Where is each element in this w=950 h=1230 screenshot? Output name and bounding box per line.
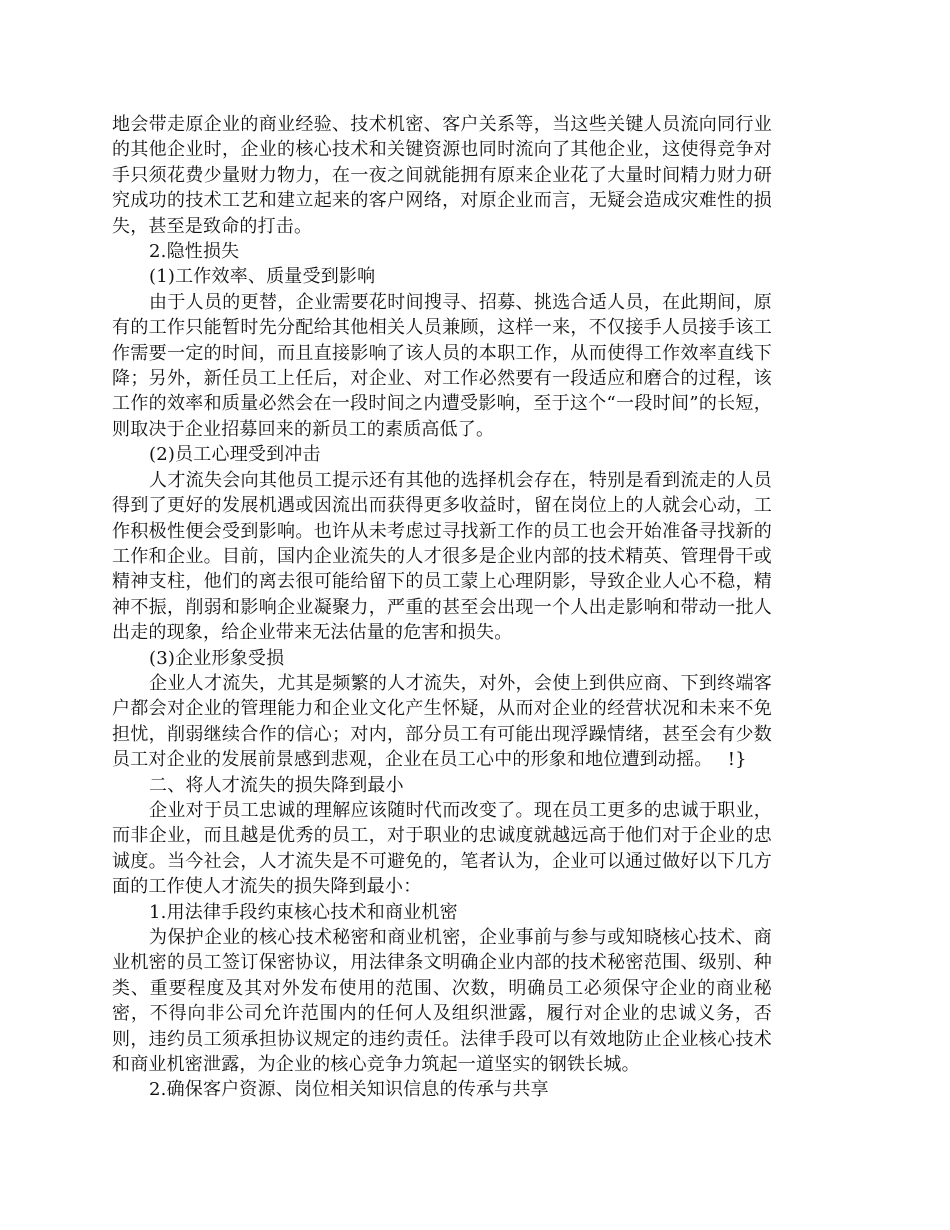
subheading-knowledge-sharing: 2.确保客户资源、岗位相关知识信息的传承与共享 [149,1079,549,1101]
paragraph-efficiency-quality: 由于人员的更替，企业需要花时间搜寻、招募、挑选合适人员，在此期间，原有的工作只能暂时先分配给其他相关人员兼顾，这样一来，不仅接手人员接手该工作需要一定的时间，而且直接影响了该人员的本职工作，从而使得工作效率直线下降；另外，新任员工上任后，对企业、对工作必然要有一段适应和磨合的过程，该工作的效率和质量必然会在一段时间之内遭受影响，至于这个“一段时间”的长短，则取决于企业招募回来的新员工的素质高低了。 [112,291,772,440]
subheading-efficiency-quality: (1)工作效率、质量受到影响 [149,266,376,288]
subheading-corporate-image: (3)企业形象受损 [149,647,285,669]
section-heading-minimize-loss: 二、将人才流失的损失降到最小 [149,774,404,796]
subheading-legal-means: 1.用法律手段约束核心技术和商业机密 [149,901,458,923]
paragraph-1: 地会带走原企业的商业经验、技术机密、客户关系等，当这些关键人员流向同行业的其他企业时，企业的核心技术和关键资源也同时流向了其他企业，这使得竞争对手只须花费少量财力物力，在一夜之间就能拥有原来企业花了大量时间精力财力研究成功的技术工艺和建立起来的客户网络，对原企业而言，无疑会造成灾难性的损失，甚至是致命的打击。 [112,114,772,237]
paragraph-legal-means: 为保护企业的核心技术秘密和商业机密，企业事前与参与或知晓核心技术、商业机密的员工签订保密协议，用法律条文明确企业内部的技术秘密范围、级别、种类、重要程度及其对外发布使用的范围、次数，明确员工必须保守企业的商业秘密，不得向非公司允许范围内的任何人及组织泄露，履行对企业的忠诚义务，否则，违约员工须承担协议规定的违约责任。法律手段可以有效地防止企业核心技术和商业机密泄露，为企业的核心竞争力筑起一道坚实的钢铁长城。 [112,927,772,1076]
paragraph-employee-psychology: 人才流失会向其他员工提示还有其他的选择机会存在，特别是看到流走的人员得到了更好的发展机遇或因流出而获得更多收益时，留在岗位上的人就会心动，工作积极性便会受到影响。也许从未考虑过寻找新工作的员工也会开始准备寻找新的工作和企业。目前，国内企业流失的人才很多是企业内部的技术精英、管理骨干或精神支柱，他们的离去很可能给留下的员工蒙上心理阴影，导致企业人心不稳，精神不振，削弱和影响企业凝聚力，严重的甚至会出现一个人出走影响和带动一批人出走的现象，给企业带来无法估量的危害和损失。 [112,469,772,644]
paragraph-loyalty: 企业对于员工忠诚的理解应该随时代而改变了。现在员工更多的忠诚于职业，而非企业，而且越是优秀的员工，对于职业的忠诚度就越远高于他们对于企业的忠诚度。当今社会，人才流失是不可避免的，笔者认为，企业可以通过做好以下几方面的工作使人才流失的损失降到最小： [112,799,772,898]
subheading-employee-psychology: (2)员工心理受到冲击 [149,444,321,466]
paragraph-corporate-image: 企业人才流失，尤其是频繁的人才流失，对外，会使上到供应商、下到终端客户都会对企业的管理能力和企业文化产生怀疑，从而对企业的经营状况和未来不免担忧，削弱继续合作的信心；对内，部分员工有可能出现浮躁情绪，甚至会有少数员工对企业的发展前景感到悲观，企业在员工心中的形象和地位遭到动摇。 !} [112,672,772,771]
document-page [112,112,772,1103]
section-heading-implicit-loss: 2.隐性损失 [149,241,240,263]
